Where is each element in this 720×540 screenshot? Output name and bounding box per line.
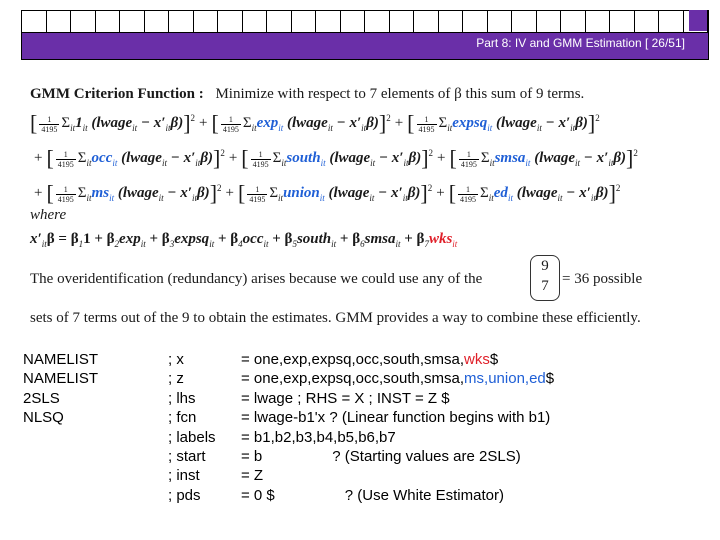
slide-header xyxy=(21,10,709,60)
slide-title: Part 8: IV and GMM Estimation [ 26/51] xyxy=(476,36,685,50)
value-labels: = b1,b2,b3,b4,b5,b6,b7 xyxy=(241,428,396,446)
gmm-term: + [ $\frac{1}{4195}$ $\Sigma_{it}occ_{it}$ (lwage$_{it}$ − $x'_{it}\beta)]^2$ xyxy=(34,146,225,171)
gmm-term-row xyxy=(30,181,620,207)
binomial-9-choose-7: 9 7 xyxy=(530,255,560,301)
gmm-description: Minimize with respect to 7 elements of β this sum of 9 terms. xyxy=(215,86,585,102)
gmm-label: GMM Criterion Function : xyxy=(30,86,204,102)
option-x: ; x xyxy=(168,351,184,368)
gmm-term: + [ $\frac{1}{4195}$ $\Sigma_{it}expsq_{it}$ (lwage$_{it}$ − $x'_{it}\beta)]^2$ xyxy=(394,111,600,136)
gmm-term: + [ $\frac{1}{4195}$ $\Sigma_{it}\exp_{it}$ (lwage$_{it}$ − $x'_{it}\beta)]^2$ xyxy=(199,111,391,136)
option-z: ; z xyxy=(168,370,184,388)
value-start: = b ? (Starting values are 2SLS) xyxy=(241,447,521,465)
where-label: where xyxy=(30,207,67,223)
option-lhs: ; lhs xyxy=(168,389,196,407)
value-lhs: = lwage ; RHS = X ; INST = Z $ xyxy=(241,389,450,407)
value-column xyxy=(241,351,554,506)
sets-text: sets of 7 terms out of the 9 to obtain the estimates. GMM provides a way to combine these efficiently. xyxy=(30,310,641,326)
command-2sls: 2SLS xyxy=(23,389,60,407)
value-pds: = 0 $ ? (Use White Estimator) xyxy=(241,486,504,504)
xbeta-equation: $x'_{it}\beta = \beta_11 + \beta_2\exp_{it}$ + $\beta_3expsq_{it} + \beta_4occ_{it}$ + $\beta_5south_{it}$ + $\beta_6smsa_{it} + \beta_7wks_{it}$ xyxy=(30,231,458,249)
gmm-term: + [ $\frac{1}{4195}$ $\Sigma_{it}south_{it}$ (lwage$_{it}$ − $x'_{it}\beta)]^2$ xyxy=(228,146,434,171)
value-x: = one,exp,expsq,occ,south,smsa,wks$ xyxy=(241,351,499,368)
option-inst: ; inst xyxy=(168,467,200,485)
gmm-term: + [ $\frac{1}{4195}$ $\Sigma_{it}ed_{it}$ (lwage$_{it}$ − $x'_{it}\beta)]^2$ xyxy=(436,181,621,206)
value-inst: = Z xyxy=(241,467,264,485)
gmm-term: + [ $\frac{1}{4195}$ $\Sigma_{it}union_{it}$ (lwage$_{it}$ − $x'_{it}\beta)]^2$ xyxy=(225,181,433,206)
value-z: = one,exp,expsq,occ,south,smsa,ms,union,ed$ xyxy=(241,370,555,388)
option-start: ; start xyxy=(168,447,206,465)
gmm-term: + [ $\frac{1}{4195}$ $\Sigma_{it}ms_{it}$ (lwage$_{it}$ − $x'_{it}\beta)]^2$ xyxy=(34,181,222,206)
option-labels: ; labels xyxy=(168,428,216,446)
option-fcn: ; fcn xyxy=(168,409,197,427)
overid-count: = 36 possible xyxy=(562,271,643,287)
command-nlsq: NLSQ xyxy=(23,409,64,427)
command-namelist-z: NAMELIST xyxy=(23,370,99,388)
gmm-term: [ $\frac{1}{4195}$ $\Sigma_{it}1_{it}$ (lwage$_{it}$ − $x'_{it}\beta)]^2$ xyxy=(30,111,196,136)
gmm-term: + [ $\frac{1}{4195}$ $\Sigma_{it}smsa_{it}$ (lwage$_{it}$ − $x'_{it}\beta)]^2$ xyxy=(437,146,638,171)
command-namelist-x: NAMELIST xyxy=(23,351,99,368)
value-fcn: = lwage-b1'x ? (Linear function begins with b1) xyxy=(241,409,551,427)
header-accent-block xyxy=(689,10,707,31)
command-column xyxy=(23,351,98,429)
header-grid xyxy=(21,10,709,33)
gmm-criterion-heading xyxy=(30,86,584,103)
gmm-term-row xyxy=(30,146,638,172)
option-pds: ; pds xyxy=(168,486,201,504)
option-column xyxy=(168,351,216,506)
overid-text: The overidentification (redundancy) arises because we could use any of the xyxy=(30,271,483,287)
gmm-term-row xyxy=(30,111,600,137)
